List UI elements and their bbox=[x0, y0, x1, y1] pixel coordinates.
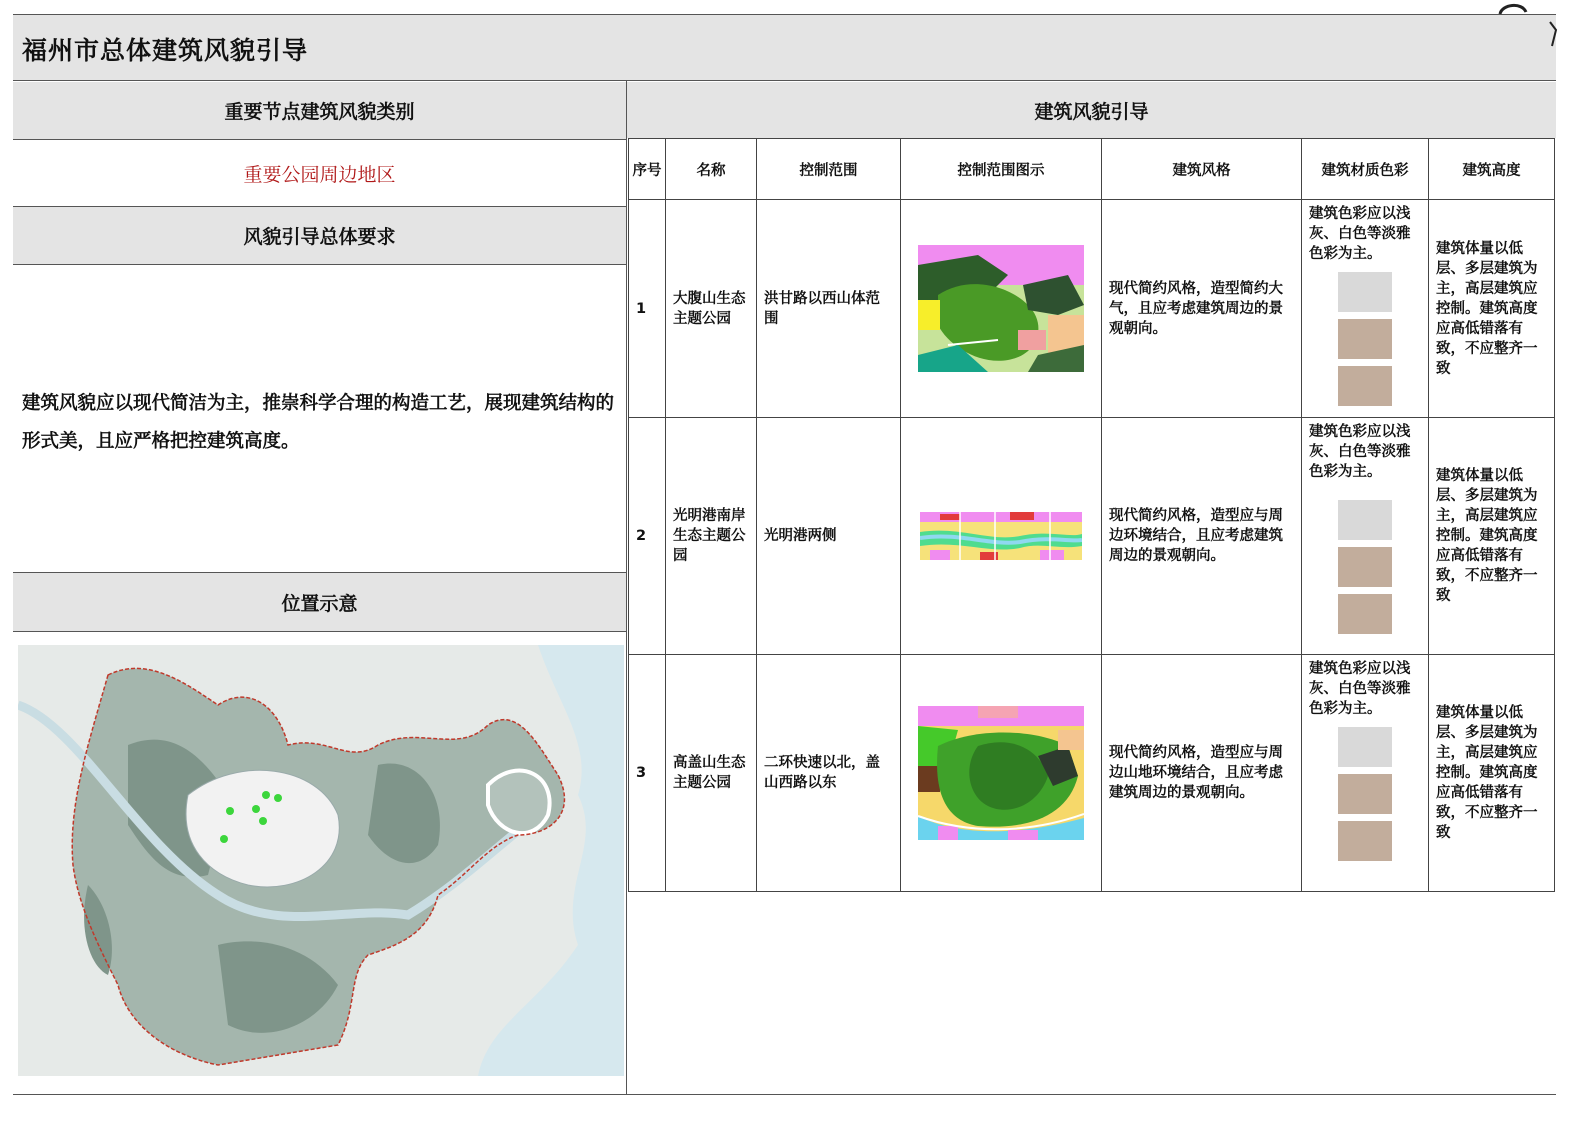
col-header-no: 序号 bbox=[629, 139, 666, 200]
row-color-text: 建筑色彩应以浅灰、白色等淡雅色彩为主。 bbox=[1309, 424, 1411, 480]
range-map-image bbox=[918, 706, 1084, 840]
guide-heading: 建筑风貌引导 bbox=[627, 82, 1556, 138]
map-marker bbox=[259, 817, 267, 825]
color-swatch-light bbox=[1338, 727, 1392, 767]
color-swatch-tan bbox=[1338, 547, 1392, 587]
row-height: 建筑体量以低层、多层建筑为主，高层建筑应控制。建筑高度应高低错落有致，不应整齐一致 bbox=[1429, 418, 1555, 655]
map-marker bbox=[274, 794, 282, 802]
col-header-range: 控制范围 bbox=[757, 139, 901, 200]
category-heading: 重要节点建筑风貌类别 bbox=[13, 82, 626, 140]
requirements-heading: 风貌引导总体要求 bbox=[13, 206, 626, 265]
range-map-cell bbox=[901, 200, 1102, 418]
row-range: 洪甘路以西山体范围 bbox=[757, 200, 901, 418]
category-value: 重要公园周边地区 bbox=[243, 164, 396, 186]
row-color-text: 建筑色彩应以浅灰、白色等淡雅色彩为主。 bbox=[1309, 206, 1411, 262]
row-height: 建筑体量以低层、多层建筑为主，高层建筑应控制。建筑高度应高低错落有致，不应整齐一致 bbox=[1429, 200, 1555, 418]
page-title: 福州市总体建筑风貌引导 bbox=[22, 36, 309, 65]
color-cell bbox=[1302, 200, 1429, 418]
requirements-text: 建筑风貌应以现代简洁为主，推崇科学合理的构造工艺，展现建筑结构的形式美，且应严格把控建筑高度。 bbox=[22, 393, 615, 452]
color-cell bbox=[1302, 655, 1429, 892]
color-swatch-tan-2 bbox=[1338, 594, 1392, 634]
panel-divider bbox=[626, 81, 627, 1095]
map-marker bbox=[262, 791, 270, 799]
color-swatch-light bbox=[1338, 500, 1392, 540]
map-marker bbox=[220, 835, 228, 843]
table-row bbox=[629, 200, 1555, 418]
col-header-style: 建筑风格 bbox=[1102, 139, 1302, 200]
range-map-cell bbox=[901, 655, 1102, 892]
color-cell bbox=[1302, 418, 1429, 655]
location-heading: 位置示意 bbox=[13, 572, 626, 632]
color-swatch-tan bbox=[1338, 319, 1392, 359]
row-name: 高盖山生态主题公园 bbox=[666, 655, 757, 892]
row-style: 现代简约风格，造型应与周边环境结合，且应考虑建筑周边的景观朝向。 bbox=[1102, 418, 1302, 655]
row-no: 1 bbox=[629, 200, 666, 418]
table-header-row bbox=[629, 139, 1555, 200]
corner-decoration-icon bbox=[1492, 0, 1558, 50]
table-row bbox=[629, 655, 1555, 892]
row-style: 现代简约风格，造型简约大气，且应考虑建筑周边的景观朝向。 bbox=[1102, 200, 1302, 418]
color-swatch-tan bbox=[1338, 774, 1392, 814]
range-map-image bbox=[918, 245, 1084, 372]
color-swatch-tan-2 bbox=[1338, 366, 1392, 406]
table-row bbox=[629, 418, 1555, 655]
col-header-height: 建筑高度 bbox=[1429, 139, 1555, 200]
row-color-text: 建筑色彩应以浅灰、白色等淡雅色彩为主。 bbox=[1309, 661, 1411, 717]
row-range: 二环快速以北，盖山西路以东 bbox=[757, 655, 901, 892]
col-header-range-map: 控制范围图示 bbox=[901, 139, 1102, 200]
row-range: 光明港两侧 bbox=[757, 418, 901, 655]
col-header-color: 建筑材质色彩 bbox=[1302, 139, 1429, 200]
guide-table bbox=[628, 138, 1555, 892]
col-header-name: 名称 bbox=[666, 139, 757, 200]
row-no: 2 bbox=[629, 418, 666, 655]
map-marker bbox=[226, 807, 234, 815]
row-style: 现代简约风格，造型应与周边山地环境结合，且应考虑建筑周边的景观朝向。 bbox=[1102, 655, 1302, 892]
bottom-border bbox=[13, 1094, 1556, 1095]
row-name: 光明港南岸生态主题公园 bbox=[666, 418, 757, 655]
location-map bbox=[18, 645, 624, 1076]
map-marker bbox=[252, 805, 260, 813]
range-map-image bbox=[920, 512, 1082, 560]
row-name: 大腹山生态主题公园 bbox=[666, 200, 757, 418]
color-swatch-tan-2 bbox=[1338, 821, 1392, 861]
row-no: 3 bbox=[629, 655, 666, 892]
range-map-cell bbox=[901, 418, 1102, 655]
row-height: 建筑体量以低层、多层建筑为主，高层建筑应控制。建筑高度应高低错落有致，不应整齐一致 bbox=[1429, 655, 1555, 892]
color-swatch-light bbox=[1338, 272, 1392, 312]
